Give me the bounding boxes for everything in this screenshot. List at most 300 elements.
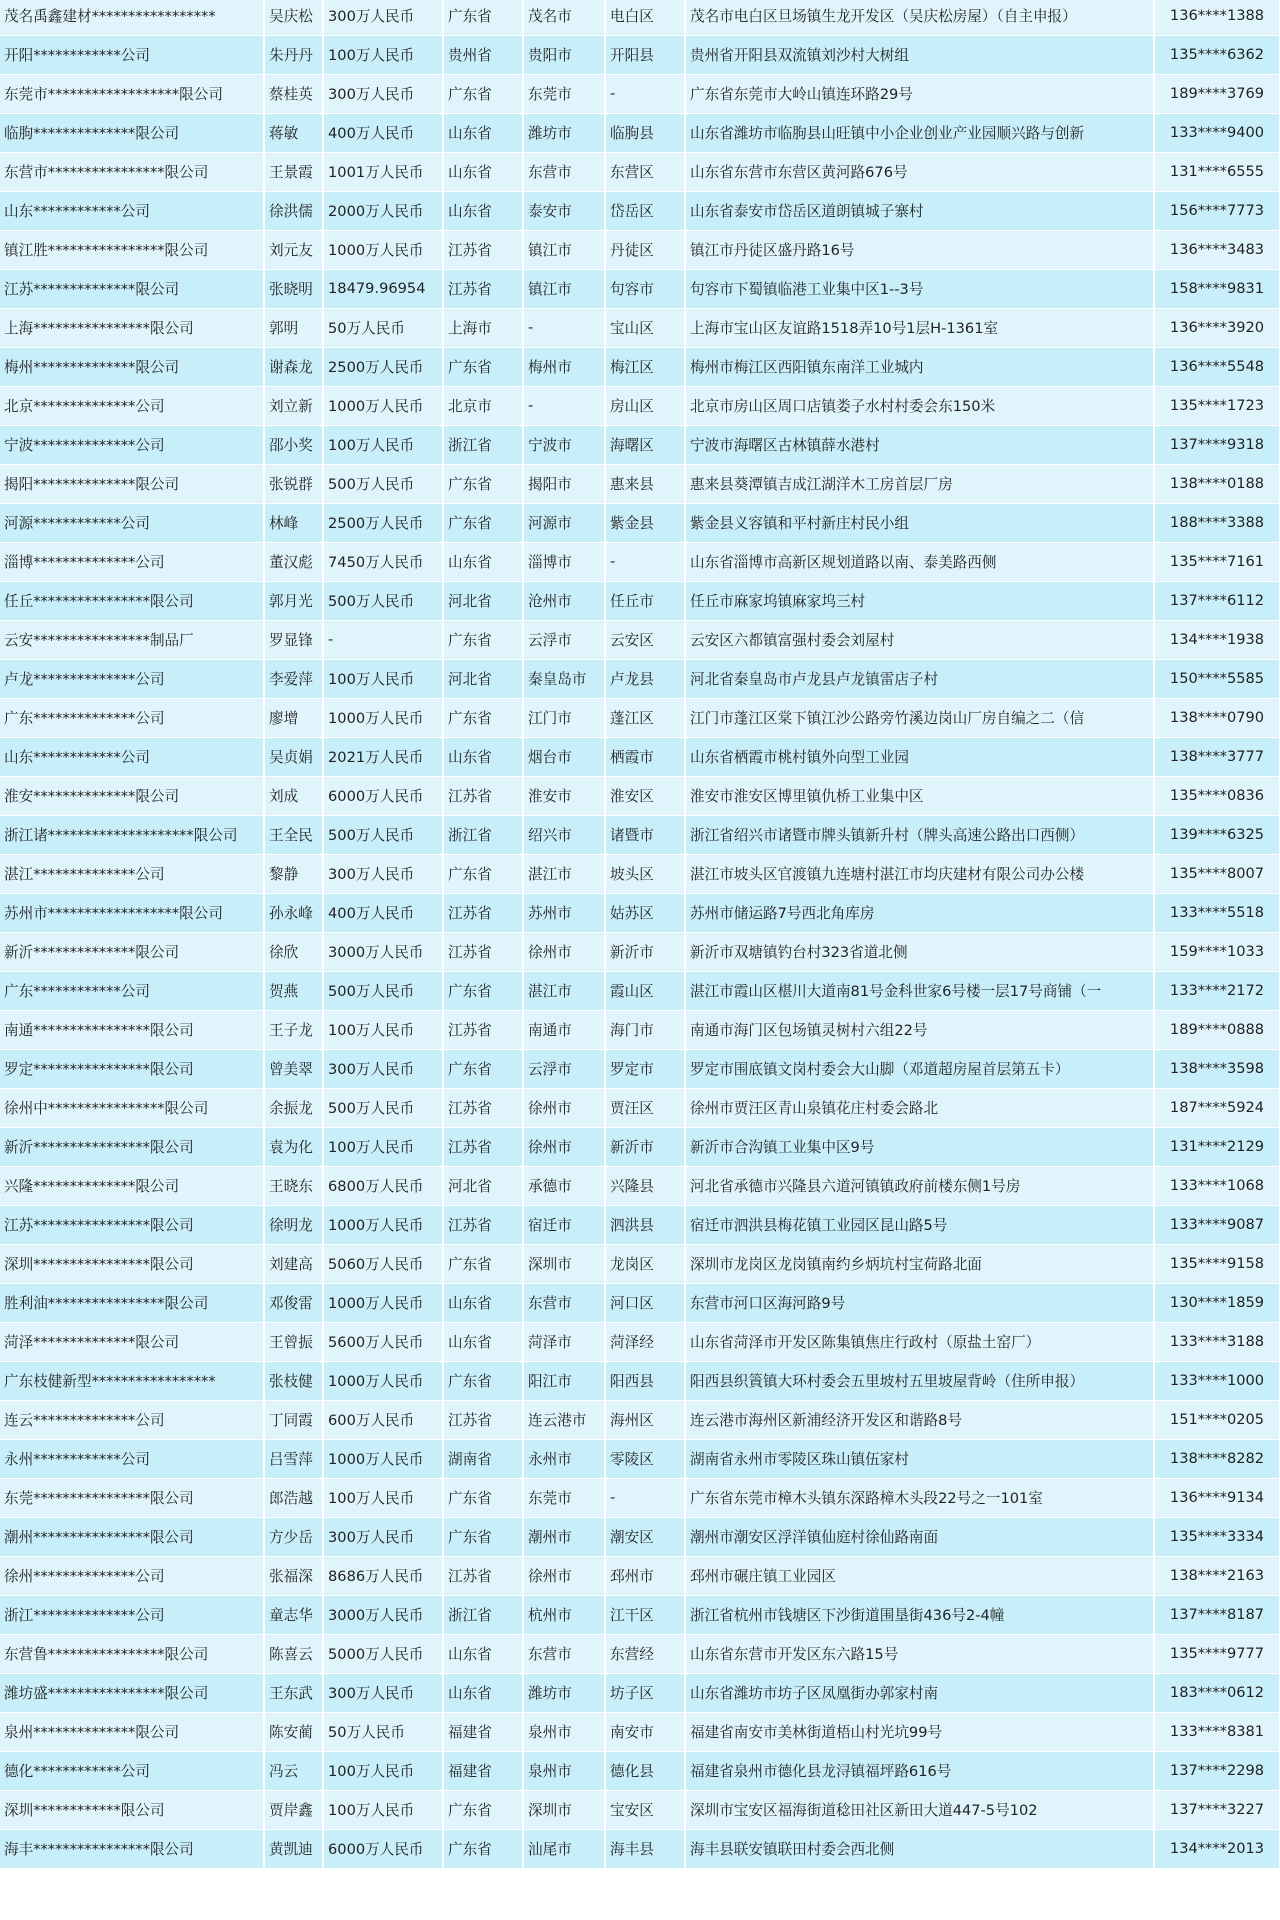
address-cell: 淮安市淮安区博里镇仇桥工业集中区 bbox=[685, 776, 1154, 815]
district-cell: 姑苏区 bbox=[605, 893, 685, 932]
province-cell: 湖南省 bbox=[443, 1439, 523, 1478]
reg-capital-cell: 500万人民币 bbox=[323, 971, 443, 1010]
province-cell: 河北省 bbox=[443, 581, 523, 620]
address-cell: 苏州市储运路7号西北角库房 bbox=[685, 893, 1154, 932]
address-cell: 海丰县联安镇联田村委会西北侧 bbox=[685, 1829, 1154, 1868]
address-cell: 山东省菏泽市开发区陈集镇焦庄行政村（原盐土窑厂） bbox=[685, 1322, 1154, 1361]
phone-cell: 156****7773 bbox=[1154, 191, 1280, 230]
company-name-cell: 湛江**************公司 bbox=[0, 854, 264, 893]
province-cell: 江苏省 bbox=[443, 1556, 523, 1595]
company-name-cell: 卢龙**************公司 bbox=[0, 659, 264, 698]
reg-capital-cell: 100万人民币 bbox=[323, 35, 443, 74]
city-cell: 宿迁市 bbox=[523, 1205, 605, 1244]
legal-rep-cell: 孙永峰 bbox=[264, 893, 323, 932]
company-name-cell: 深圳****************限公司 bbox=[0, 1244, 264, 1283]
company-name-cell: 临朐**************限公司 bbox=[0, 113, 264, 152]
district-cell: 岱岳区 bbox=[605, 191, 685, 230]
address-cell: 镇江市丹徒区盛丹路16号 bbox=[685, 230, 1154, 269]
district-cell: 河口区 bbox=[605, 1283, 685, 1322]
legal-rep-cell: 丁同霞 bbox=[264, 1400, 323, 1439]
reg-capital-cell: 600万人民币 bbox=[323, 1400, 443, 1439]
reg-capital-cell: 5000万人民币 bbox=[323, 1634, 443, 1673]
table-row bbox=[0, 932, 1280, 971]
province-cell: 广东省 bbox=[443, 1478, 523, 1517]
address-cell: 山东省潍坊市坊子区凤凰街办郭家村南 bbox=[685, 1673, 1154, 1712]
address-cell: 任丘市麻家坞镇麻家坞三村 bbox=[685, 581, 1154, 620]
address-cell: 山东省栖霞市桃村镇外向型工业园 bbox=[685, 737, 1154, 776]
phone-cell: 136****5548 bbox=[1154, 347, 1280, 386]
district-cell: 卢龙县 bbox=[605, 659, 685, 698]
company-name-cell: 泉州**************限公司 bbox=[0, 1712, 264, 1751]
phone-cell: 131****2129 bbox=[1154, 1127, 1280, 1166]
district-cell: - bbox=[605, 542, 685, 581]
province-cell: 山东省 bbox=[443, 1283, 523, 1322]
city-cell: 秦皇岛市 bbox=[523, 659, 605, 698]
province-cell: 广东省 bbox=[443, 1361, 523, 1400]
reg-capital-cell: 400万人民币 bbox=[323, 893, 443, 932]
reg-capital-cell: 1000万人民币 bbox=[323, 1361, 443, 1400]
company-name-cell: 罗定****************限公司 bbox=[0, 1049, 264, 1088]
table-row bbox=[0, 815, 1280, 854]
table-row bbox=[0, 1556, 1280, 1595]
phone-cell: 138****2163 bbox=[1154, 1556, 1280, 1595]
legal-rep-cell: 童志华 bbox=[264, 1595, 323, 1634]
legal-rep-cell: 冯云 bbox=[264, 1751, 323, 1790]
city-cell: 江门市 bbox=[523, 698, 605, 737]
province-cell: 江苏省 bbox=[443, 230, 523, 269]
company-name-cell: 徐州**************公司 bbox=[0, 1556, 264, 1595]
district-cell: 海州区 bbox=[605, 1400, 685, 1439]
phone-cell: 133****9087 bbox=[1154, 1205, 1280, 1244]
address-cell: 潮州市潮安区浮洋镇仙庭村徐仙路南面 bbox=[685, 1517, 1154, 1556]
city-cell: 淄博市 bbox=[523, 542, 605, 581]
district-cell: 梅江区 bbox=[605, 347, 685, 386]
legal-rep-cell: 张福深 bbox=[264, 1556, 323, 1595]
table-row bbox=[0, 1790, 1280, 1829]
table-row bbox=[0, 191, 1280, 230]
district-cell: 海门市 bbox=[605, 1010, 685, 1049]
legal-rep-cell: 曾美翠 bbox=[264, 1049, 323, 1088]
province-cell: 江苏省 bbox=[443, 1205, 523, 1244]
address-cell: 湖南省永州市零陵区珠山镇伍家村 bbox=[685, 1439, 1154, 1478]
province-cell: 广东省 bbox=[443, 1790, 523, 1829]
address-cell: 南通市海门区包场镇灵树村六组22号 bbox=[685, 1010, 1154, 1049]
phone-cell: 131****6555 bbox=[1154, 152, 1280, 191]
company-name-cell: 山东************公司 bbox=[0, 191, 264, 230]
legal-rep-cell: 邓俊雷 bbox=[264, 1283, 323, 1322]
legal-rep-cell: 刘成 bbox=[264, 776, 323, 815]
address-cell: 福建省南安市美林街道梧山村光坑99号 bbox=[685, 1712, 1154, 1751]
reg-capital-cell: 6000万人民币 bbox=[323, 776, 443, 815]
legal-rep-cell: 徐明龙 bbox=[264, 1205, 323, 1244]
phone-cell: 158****9831 bbox=[1154, 269, 1280, 308]
address-cell: 江门市蓬江区棠下镇江沙公路旁竹溪边岗山厂房自编之二（信 bbox=[685, 698, 1154, 737]
province-cell: 广东省 bbox=[443, 0, 523, 35]
legal-rep-cell: 王东武 bbox=[264, 1673, 323, 1712]
address-cell: 河北省承德市兴隆县六道河镇镇政府前楼东侧1号房 bbox=[685, 1166, 1154, 1205]
phone-cell: 137****6112 bbox=[1154, 581, 1280, 620]
city-cell: 烟台市 bbox=[523, 737, 605, 776]
address-cell: 深圳市龙岗区龙岗镇南约乡炳坑村宝荷路北面 bbox=[685, 1244, 1154, 1283]
address-cell: 句容市下蜀镇临港工业集中区1--3号 bbox=[685, 269, 1154, 308]
legal-rep-cell: 王全民 bbox=[264, 815, 323, 854]
legal-rep-cell: 谢森龙 bbox=[264, 347, 323, 386]
province-cell: 福建省 bbox=[443, 1712, 523, 1751]
reg-capital-cell: 1000万人民币 bbox=[323, 1205, 443, 1244]
city-cell: 承德市 bbox=[523, 1166, 605, 1205]
city-cell: 汕尾市 bbox=[523, 1829, 605, 1868]
city-cell: 杭州市 bbox=[523, 1595, 605, 1634]
province-cell: 河北省 bbox=[443, 1166, 523, 1205]
province-cell: 山东省 bbox=[443, 191, 523, 230]
city-cell: 东营市 bbox=[523, 1634, 605, 1673]
address-cell: 山东省东营市开发区东六路15号 bbox=[685, 1634, 1154, 1673]
reg-capital-cell: 3000万人民币 bbox=[323, 1595, 443, 1634]
table-row bbox=[0, 1205, 1280, 1244]
company-name-cell: 镇江胜****************限公司 bbox=[0, 230, 264, 269]
district-cell: 龙岗区 bbox=[605, 1244, 685, 1283]
district-cell: 电白区 bbox=[605, 0, 685, 35]
table-row bbox=[0, 464, 1280, 503]
table-row bbox=[0, 1322, 1280, 1361]
district-cell: 德化县 bbox=[605, 1751, 685, 1790]
legal-rep-cell: 郭明 bbox=[264, 308, 323, 347]
phone-cell: 138****3598 bbox=[1154, 1049, 1280, 1088]
reg-capital-cell: 1000万人民币 bbox=[323, 386, 443, 425]
province-cell: 浙江省 bbox=[443, 1595, 523, 1634]
city-cell: 潍坊市 bbox=[523, 1673, 605, 1712]
legal-rep-cell: 李爱萍 bbox=[264, 659, 323, 698]
district-cell: 惠来县 bbox=[605, 464, 685, 503]
province-cell: 江苏省 bbox=[443, 269, 523, 308]
province-cell: 福建省 bbox=[443, 1751, 523, 1790]
reg-capital-cell: 50万人民币 bbox=[323, 1712, 443, 1751]
phone-cell: 136****3483 bbox=[1154, 230, 1280, 269]
address-cell: 新沂市合沟镇工业集中区9号 bbox=[685, 1127, 1154, 1166]
address-cell: 新沂市双塘镇钓台村323省道北侧 bbox=[685, 932, 1154, 971]
company-name-cell: 胜利油****************限公司 bbox=[0, 1283, 264, 1322]
legal-rep-cell: 徐欣 bbox=[264, 932, 323, 971]
address-cell: 山东省潍坊市临朐县山旺镇中小企业创业产业园顺兴路与创新 bbox=[685, 113, 1154, 152]
city-cell: 东营市 bbox=[523, 1283, 605, 1322]
company-name-cell: 茂名禹鑫建材***************** bbox=[0, 0, 264, 35]
company-name-cell: 宁波**************公司 bbox=[0, 425, 264, 464]
address-cell: 阳西县织篢镇大环村委会五里坡村五里坡屋背岭（住所申报） bbox=[685, 1361, 1154, 1400]
legal-rep-cell: 黄凯迪 bbox=[264, 1829, 323, 1868]
legal-rep-cell: 吕雪萍 bbox=[264, 1439, 323, 1478]
table-row bbox=[0, 1829, 1280, 1868]
reg-capital-cell: 1001万人民币 bbox=[323, 152, 443, 191]
city-cell: 东莞市 bbox=[523, 1478, 605, 1517]
table-row bbox=[0, 698, 1280, 737]
district-cell: 丹徒区 bbox=[605, 230, 685, 269]
city-cell: 淮安市 bbox=[523, 776, 605, 815]
table-row bbox=[0, 230, 1280, 269]
city-cell: 绍兴市 bbox=[523, 815, 605, 854]
reg-capital-cell: 500万人民币 bbox=[323, 581, 443, 620]
legal-rep-cell: 袁为化 bbox=[264, 1127, 323, 1166]
legal-rep-cell: 张枝健 bbox=[264, 1361, 323, 1400]
city-cell: 徐州市 bbox=[523, 1127, 605, 1166]
address-cell: 福建省泉州市德化县龙浔镇福坪路616号 bbox=[685, 1751, 1154, 1790]
province-cell: 江苏省 bbox=[443, 932, 523, 971]
reg-capital-cell: 100万人民币 bbox=[323, 1478, 443, 1517]
province-cell: 山东省 bbox=[443, 1322, 523, 1361]
table-row bbox=[0, 74, 1280, 113]
phone-cell: 138****3777 bbox=[1154, 737, 1280, 776]
phone-cell: 133****2172 bbox=[1154, 971, 1280, 1010]
company-name-cell: 浙江**************公司 bbox=[0, 1595, 264, 1634]
company-name-cell: 淮安**************限公司 bbox=[0, 776, 264, 815]
address-cell: 惠来县葵潭镇吉成江湖洋木工房首层厂房 bbox=[685, 464, 1154, 503]
address-cell: 浙江省绍兴市诸暨市牌头镇新升村（牌头高速公路出口西侧） bbox=[685, 815, 1154, 854]
province-cell: 贵州省 bbox=[443, 35, 523, 74]
city-cell: 湛江市 bbox=[523, 854, 605, 893]
province-cell: 山东省 bbox=[443, 542, 523, 581]
district-cell: 阳西县 bbox=[605, 1361, 685, 1400]
city-cell: 宁波市 bbox=[523, 425, 605, 464]
phone-cell: 134****1938 bbox=[1154, 620, 1280, 659]
phone-cell: 135****0836 bbox=[1154, 776, 1280, 815]
reg-capital-cell: 300万人民币 bbox=[323, 1049, 443, 1088]
province-cell: 广东省 bbox=[443, 503, 523, 542]
district-cell: 坡头区 bbox=[605, 854, 685, 893]
province-cell: 广东省 bbox=[443, 854, 523, 893]
province-cell: 江苏省 bbox=[443, 776, 523, 815]
province-cell: 广东省 bbox=[443, 1244, 523, 1283]
district-cell: - bbox=[605, 74, 685, 113]
company-name-cell: 浙江诸********************限公司 bbox=[0, 815, 264, 854]
district-cell: 东营区 bbox=[605, 152, 685, 191]
phone-cell: 151****0205 bbox=[1154, 1400, 1280, 1439]
legal-rep-cell: 贾岸鑫 bbox=[264, 1790, 323, 1829]
table-row bbox=[0, 503, 1280, 542]
address-cell: 宿迁市泗洪县梅花镇工业园区昆山路5号 bbox=[685, 1205, 1154, 1244]
table-row bbox=[0, 542, 1280, 581]
company-name-cell: 上海****************限公司 bbox=[0, 308, 264, 347]
city-cell: 阳江市 bbox=[523, 1361, 605, 1400]
company-name-cell: 淄博**************公司 bbox=[0, 542, 264, 581]
province-cell: 上海市 bbox=[443, 308, 523, 347]
phone-cell: 133****9400 bbox=[1154, 113, 1280, 152]
phone-cell: 183****0612 bbox=[1154, 1673, 1280, 1712]
district-cell: 栖霞市 bbox=[605, 737, 685, 776]
city-cell: 云浮市 bbox=[523, 1049, 605, 1088]
reg-capital-cell: 100万人民币 bbox=[323, 1790, 443, 1829]
phone-cell: 136****3920 bbox=[1154, 308, 1280, 347]
phone-cell: 137****8187 bbox=[1154, 1595, 1280, 1634]
district-cell: 零陵区 bbox=[605, 1439, 685, 1478]
reg-capital-cell: 5600万人民币 bbox=[323, 1322, 443, 1361]
legal-rep-cell: 廖增 bbox=[264, 698, 323, 737]
phone-cell: 139****6325 bbox=[1154, 815, 1280, 854]
company-name-cell: 深圳************限公司 bbox=[0, 1790, 264, 1829]
district-cell: 新沂市 bbox=[605, 1127, 685, 1166]
province-cell: 江苏省 bbox=[443, 1127, 523, 1166]
company-name-cell: 德化************公司 bbox=[0, 1751, 264, 1790]
table-row bbox=[0, 152, 1280, 191]
legal-rep-cell: 蔡桂英 bbox=[264, 74, 323, 113]
city-cell: 贵阳市 bbox=[523, 35, 605, 74]
district-cell: - bbox=[605, 1478, 685, 1517]
company-name-cell: 潮州****************限公司 bbox=[0, 1517, 264, 1556]
city-cell: 连云港市 bbox=[523, 1400, 605, 1439]
city-cell: 泉州市 bbox=[523, 1712, 605, 1751]
district-cell: 罗定市 bbox=[605, 1049, 685, 1088]
company-name-cell: 广东枝健新型***************** bbox=[0, 1361, 264, 1400]
district-cell: 邳州市 bbox=[605, 1556, 685, 1595]
address-cell: 河北省秦皇岛市卢龙县卢龙镇雷店子村 bbox=[685, 659, 1154, 698]
company-name-cell: 东莞市******************限公司 bbox=[0, 74, 264, 113]
reg-capital-cell: 100万人民币 bbox=[323, 659, 443, 698]
phone-cell: 135****7161 bbox=[1154, 542, 1280, 581]
reg-capital-cell: 2500万人民币 bbox=[323, 503, 443, 542]
company-name-cell: 南通****************限公司 bbox=[0, 1010, 264, 1049]
table-row bbox=[0, 0, 1280, 35]
reg-capital-cell: 100万人民币 bbox=[323, 1010, 443, 1049]
address-cell: 东营市河口区海河路9号 bbox=[685, 1283, 1154, 1322]
table-row bbox=[0, 1634, 1280, 1673]
city-cell: 潍坊市 bbox=[523, 113, 605, 152]
reg-capital-cell: 2000万人民币 bbox=[323, 191, 443, 230]
city-cell: - bbox=[523, 386, 605, 425]
district-cell: 潮安区 bbox=[605, 1517, 685, 1556]
phone-cell: 137****3227 bbox=[1154, 1790, 1280, 1829]
phone-cell: 138****0790 bbox=[1154, 698, 1280, 737]
address-cell: 罗定市围底镇文岗村委会大山脚（邓道超房屋首层第五卡） bbox=[685, 1049, 1154, 1088]
company-name-cell: 江苏****************限公司 bbox=[0, 1205, 264, 1244]
table-row bbox=[0, 581, 1280, 620]
table-row bbox=[0, 1361, 1280, 1400]
phone-cell: 133****1000 bbox=[1154, 1361, 1280, 1400]
city-cell: 湛江市 bbox=[523, 971, 605, 1010]
district-cell: 淮安区 bbox=[605, 776, 685, 815]
district-cell: 新沂市 bbox=[605, 932, 685, 971]
company-name-cell: 潍坊盛****************限公司 bbox=[0, 1673, 264, 1712]
phone-cell: 137****2298 bbox=[1154, 1751, 1280, 1790]
table-row bbox=[0, 1166, 1280, 1205]
province-cell: 河北省 bbox=[443, 659, 523, 698]
company-name-cell: 北京**************公司 bbox=[0, 386, 264, 425]
address-cell: 云安区六都镇富强村委会刘屋村 bbox=[685, 620, 1154, 659]
company-name-cell: 徐州中****************限公司 bbox=[0, 1088, 264, 1127]
reg-capital-cell: 3000万人民币 bbox=[323, 932, 443, 971]
reg-capital-cell: 7450万人民币 bbox=[323, 542, 443, 581]
company-name-cell: 开阳************公司 bbox=[0, 35, 264, 74]
district-cell: 诸暨市 bbox=[605, 815, 685, 854]
phone-cell: 189****0888 bbox=[1154, 1010, 1280, 1049]
city-cell: 南通市 bbox=[523, 1010, 605, 1049]
reg-capital-cell: 300万人民币 bbox=[323, 1673, 443, 1712]
province-cell: 山东省 bbox=[443, 113, 523, 152]
company-name-cell: 云安****************制品厂 bbox=[0, 620, 264, 659]
province-cell: 广东省 bbox=[443, 698, 523, 737]
table-row bbox=[0, 1751, 1280, 1790]
reg-capital-cell: 300万人民币 bbox=[323, 74, 443, 113]
address-cell: 贵州省开阳县双流镇刘沙村大树组 bbox=[685, 35, 1154, 74]
phone-cell: 138****0188 bbox=[1154, 464, 1280, 503]
district-cell: 海丰县 bbox=[605, 1829, 685, 1868]
reg-capital-cell: 1000万人民币 bbox=[323, 1439, 443, 1478]
address-cell: 茂名市电白区旦场镇生龙开发区（吴庆松房屋）（自主申报） bbox=[685, 0, 1154, 35]
legal-rep-cell: 张锐群 bbox=[264, 464, 323, 503]
district-cell: 临朐县 bbox=[605, 113, 685, 152]
legal-rep-cell: 陈安蔺 bbox=[264, 1712, 323, 1751]
district-cell: 房山区 bbox=[605, 386, 685, 425]
province-cell: 北京市 bbox=[443, 386, 523, 425]
province-cell: 山东省 bbox=[443, 152, 523, 191]
reg-capital-cell: 400万人民币 bbox=[323, 113, 443, 152]
province-cell: 广东省 bbox=[443, 74, 523, 113]
reg-capital-cell: 5060万人民币 bbox=[323, 1244, 443, 1283]
legal-rep-cell: 郎浩越 bbox=[264, 1478, 323, 1517]
district-cell: 云安区 bbox=[605, 620, 685, 659]
company-name-cell: 揭阳**************限公司 bbox=[0, 464, 264, 503]
address-cell: 连云港市海州区新浦经济开发区和谐路8号 bbox=[685, 1400, 1154, 1439]
company-name-cell: 东莞****************限公司 bbox=[0, 1478, 264, 1517]
table-row bbox=[0, 1439, 1280, 1478]
phone-cell: 134****2013 bbox=[1154, 1829, 1280, 1868]
district-cell: 蓬江区 bbox=[605, 698, 685, 737]
province-cell: 山东省 bbox=[443, 1634, 523, 1673]
table-row bbox=[0, 425, 1280, 464]
legal-rep-cell: 王晓东 bbox=[264, 1166, 323, 1205]
table-row bbox=[0, 1244, 1280, 1283]
reg-capital-cell: 300万人民币 bbox=[323, 0, 443, 35]
reg-capital-cell: 1000万人民币 bbox=[323, 230, 443, 269]
address-cell: 浙江省杭州市钱塘区下沙街道围垦街436号2-4幢 bbox=[685, 1595, 1154, 1634]
phone-cell: 189****3769 bbox=[1154, 74, 1280, 113]
legal-rep-cell: 吴庆松 bbox=[264, 0, 323, 35]
table-row bbox=[0, 1673, 1280, 1712]
address-cell: 上海市宝山区友谊路1518弄10号1层H-1361室 bbox=[685, 308, 1154, 347]
province-cell: 广东省 bbox=[443, 971, 523, 1010]
city-cell: 泉州市 bbox=[523, 1751, 605, 1790]
table-row bbox=[0, 386, 1280, 425]
phone-cell: 135****1723 bbox=[1154, 386, 1280, 425]
legal-rep-cell: 徐洪儒 bbox=[264, 191, 323, 230]
legal-rep-cell: 余振龙 bbox=[264, 1088, 323, 1127]
address-cell: 徐州市贾汪区青山泉镇花庄村委会路北 bbox=[685, 1088, 1154, 1127]
district-cell: 开阳县 bbox=[605, 35, 685, 74]
reg-capital-cell: 100万人民币 bbox=[323, 1127, 443, 1166]
address-cell: 山东省东营市东营区黄河路676号 bbox=[685, 152, 1154, 191]
address-cell: 深圳市宝安区福海街道稔田社区新田大道447-5号102 bbox=[685, 1790, 1154, 1829]
phone-cell: 150****5585 bbox=[1154, 659, 1280, 698]
table-row bbox=[0, 776, 1280, 815]
province-cell: 江苏省 bbox=[443, 1010, 523, 1049]
phone-cell: 138****8282 bbox=[1154, 1439, 1280, 1478]
district-cell: 坊子区 bbox=[605, 1673, 685, 1712]
company-name-cell: 海丰****************限公司 bbox=[0, 1829, 264, 1868]
company-name-cell: 新沂****************限公司 bbox=[0, 1127, 264, 1166]
province-cell: 广东省 bbox=[443, 464, 523, 503]
table-row bbox=[0, 659, 1280, 698]
city-cell: 镇江市 bbox=[523, 269, 605, 308]
district-cell: 宝安区 bbox=[605, 1790, 685, 1829]
city-cell: 茂名市 bbox=[523, 0, 605, 35]
legal-rep-cell: 刘元友 bbox=[264, 230, 323, 269]
phone-cell: 133****5518 bbox=[1154, 893, 1280, 932]
legal-rep-cell: 陈喜云 bbox=[264, 1634, 323, 1673]
address-cell: 宁波市海曙区古林镇薛水港村 bbox=[685, 425, 1154, 464]
reg-capital-cell: 1000万人民币 bbox=[323, 1283, 443, 1322]
reg-capital-cell: 2021万人民币 bbox=[323, 737, 443, 776]
reg-capital-cell: 6800万人民币 bbox=[323, 1166, 443, 1205]
reg-capital-cell: 1000万人民币 bbox=[323, 698, 443, 737]
company-name-cell: 江苏**************限公司 bbox=[0, 269, 264, 308]
legal-rep-cell: 贺燕 bbox=[264, 971, 323, 1010]
